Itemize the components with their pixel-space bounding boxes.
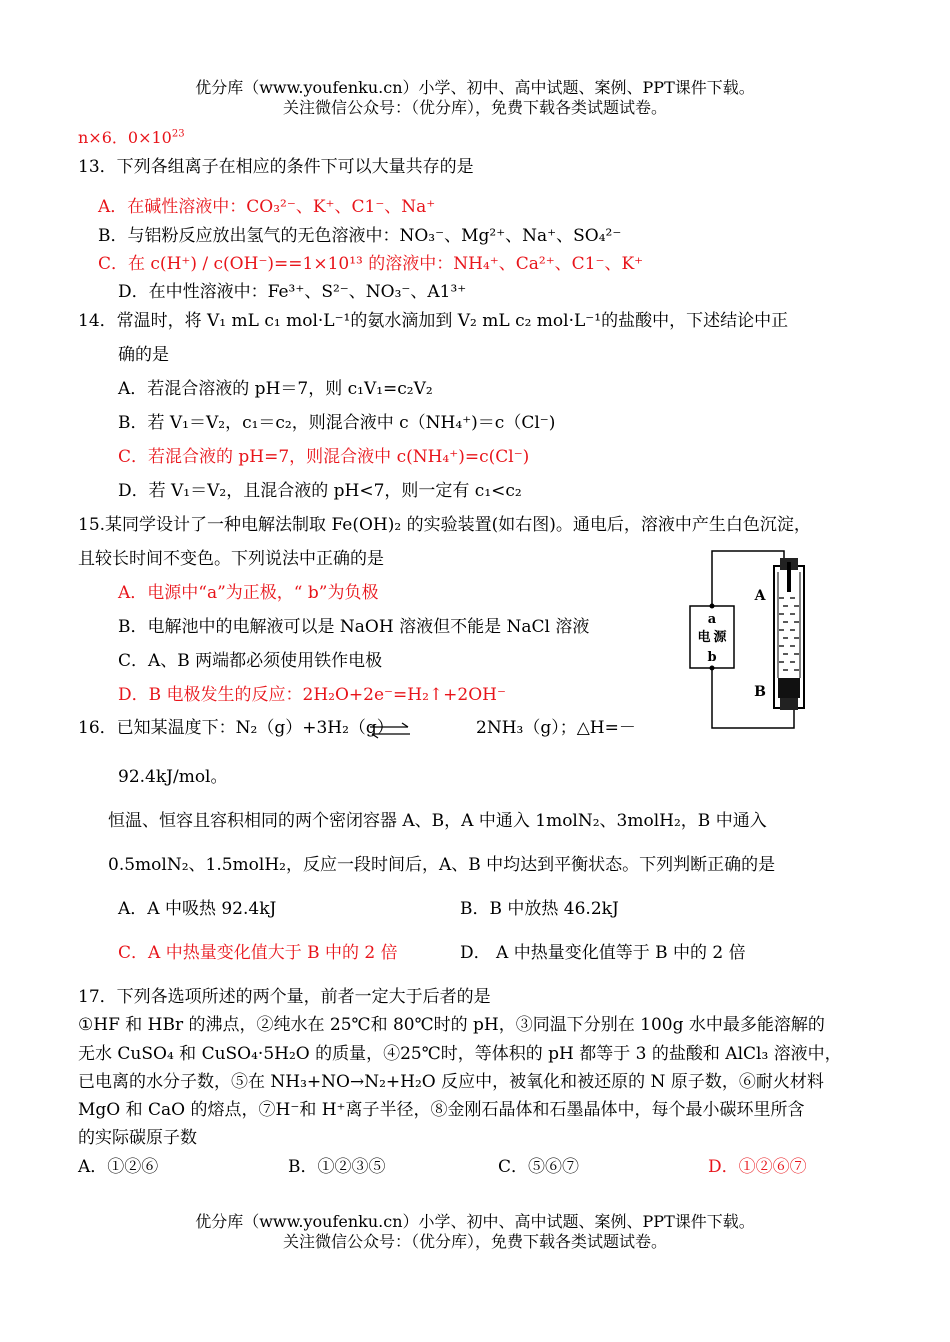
q13-option-a: A．在碱性溶液中：CO₃²⁻、K⁺、C1⁻、Na⁺: [98, 197, 436, 217]
q17-option-b: B．①②③⑤: [288, 1157, 386, 1177]
q13-stem: 13．下列各组离子在相应的条件下可以大量共存的是: [78, 157, 474, 177]
q17-body-line-2: 无水 CuSO₄ 和 CuSO₄·5H₂O 的质量，④25℃时，等体积的 pH 都等于 3 的盐酸和 AlCl₃ 溶液中，: [78, 1044, 842, 1064]
q16-stem-part-1: 16．已知某温度下：N₂（g）+3H₂（g）: [78, 718, 394, 738]
q13-option-d: D．在中性溶液中：Fe³⁺、S²⁻、NO₃⁻、A1³⁺: [118, 282, 467, 302]
carryover-answer: [78, 127, 185, 149]
q16-option-d: D． A 中热量变化值等于 B 中的 2 倍: [460, 943, 746, 963]
q14-option-c: C．若混合液的 pH=7，则混合液中 c(NH₄⁺)=c(Cl⁻): [118, 447, 530, 467]
electrode-b-label: B: [754, 684, 766, 700]
q14-stem-line-2: 确的是: [118, 345, 169, 365]
q15-option-b: B．电解池中的电解液可以是 NaOH 溶液但不能是 NaCl 溶液: [118, 617, 590, 637]
electrode-b-block: [778, 678, 800, 698]
q16-option-c: C．A 中热量变化值大于 B 中的 2 倍: [118, 943, 398, 963]
q16-option-a: A．A 中吸热 92.4kJ: [118, 899, 277, 919]
equilibrium-arrow-icon: [368, 721, 412, 741]
q15-option-c: C．A、B 两端都必须使用铁作电极: [118, 651, 383, 671]
q15-option-a: A．电源中“a”为正极，“ b”为负极: [118, 583, 379, 603]
electrolyte-solution: [776, 592, 802, 690]
q15-stem-line-2: 且较长时间不变色。下列说法中正确的是: [78, 549, 384, 569]
electrolysis-apparatus-diagram: [684, 548, 814, 738]
bottom-stopper: [780, 698, 798, 710]
q16-stem-line-3: 恒温、恒容且容积相同的两个密闭容器 A、B，A 中通入 1molN₂、3molH₂，B 中通入: [108, 811, 767, 831]
q17-option-a: A．①②⑥: [78, 1157, 159, 1177]
terminal-a-dot: [710, 604, 715, 609]
q13-option-c: C．在 c(H⁺) / c(OH⁻)==1×10¹³ 的溶液中：NH₄⁺、Ca²⁺、C1⁻、K⁺: [98, 254, 644, 274]
power-source-label-2: 源: [713, 630, 727, 645]
q16-stem-line-2: 92.4kJ/mol。: [118, 767, 228, 787]
q17-option-d: D．①②⑥⑦: [708, 1157, 807, 1177]
q16-stem-line-4: 0.5molN₂、1.5molH₂，反应一段时间后，A、B 中均达到平衡状态。下列判断正确的是: [108, 855, 776, 875]
q14-stem-line-1: 14．常温时，将 V₁ mL c₁ mol·L⁻¹的氨水滴加到 V₂ mL c₂ mol·L⁻¹的盐酸中，下述结论中正: [78, 311, 789, 331]
terminal-b-dot: [710, 666, 715, 671]
q17-body-line-4: MgO 和 CaO 的熔点，⑦H⁻和 H⁺离子半径，⑧金刚石晶体和石墨晶体中，每个最小碳环里所含: [78, 1100, 805, 1120]
power-source-label-1: 电: [697, 630, 711, 645]
terminal-b-label: b: [707, 650, 717, 665]
q13-option-b: B．与铝粉反应放出氢气的无色溶液中：NO₃⁻、Mg²⁺、Na⁺、SO₄²⁻: [98, 226, 622, 246]
q17-body-line-3: 已电离的水分子数，⑤在 NH₃+NO→N₂+H₂O 反应中，被氧化和被还原的 N 原子数，⑥耐火材料: [78, 1072, 824, 1092]
footer-line-1: 优分库（www.youfenku.cn）小学、初中、高中试题、案例、PPT课件下载。: [195, 1212, 755, 1231]
terminal-a-label: a: [707, 612, 717, 627]
electrode-a-label: A: [754, 588, 766, 604]
q14-option-b: B．若 V₁＝V₂，c₁＝c₂，则混合液中 c（NH₄⁺)＝c（Cl⁻): [118, 413, 556, 433]
q15-stem-line-1: 15.某同学设计了一种电解法制取 Fe(OH)₂ 的实验装置(如右图)。通电后，溶液中产生白色沉淀，: [78, 515, 811, 535]
header-line-1: 优分库（www.youfenku.cn）小学、初中、高中试题、案例、PPT课件下载。: [195, 78, 755, 97]
q17-stem: 17．下列各选项所述的两个量，前者一定大于后者的是: [78, 987, 491, 1007]
q17-body-line-5: 的实际碳原子数: [78, 1128, 197, 1148]
q16-stem-part-2: 2NH₃（g）；△H=－: [476, 718, 636, 738]
q16-option-b: B．B 中放热 46.2kJ: [460, 899, 619, 919]
carryover-text: n×6．0×10: [78, 128, 172, 147]
electrode-a-rod: [787, 562, 791, 592]
q17-body-line-1: ①HF 和 HBr 的沸点，②纯水在 25℃和 80℃时的 pH，③同温下分别在 100g 水中最多能溶解的: [78, 1015, 825, 1035]
q17-option-c: C．⑤⑥⑦: [498, 1157, 580, 1177]
q15-option-d: D．B 电极发生的反应：2H₂O+2e⁻=H₂↑+2OH⁻: [118, 685, 506, 705]
footer-line-2: 关注微信公众号：（优分库），免费下载各类试题试卷。: [282, 1232, 667, 1251]
header-line-2: 关注微信公众号：（优分库），免费下载各类试题试卷。: [282, 98, 667, 117]
carryover-exponent: 23: [171, 128, 185, 140]
q14-option-a: A．若混合溶液的 pH＝7，则 c₁V₁=c₂V₂: [118, 379, 433, 399]
q14-option-d: D．若 V₁＝V₂，且混合液的 pH<7，则一定有 c₁<c₂: [118, 481, 522, 501]
